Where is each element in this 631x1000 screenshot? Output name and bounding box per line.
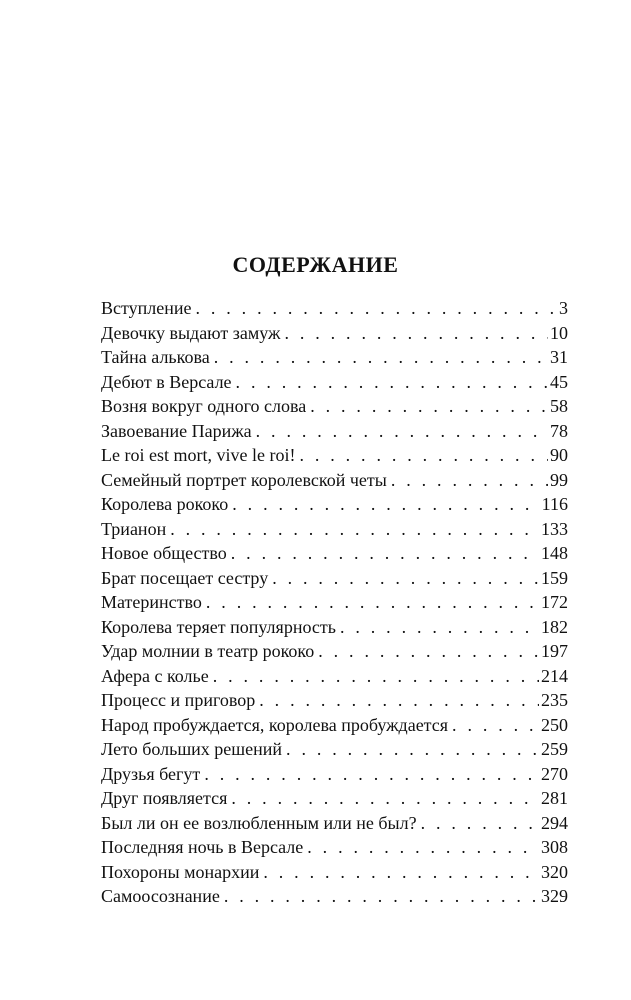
- toc-leader-dots: [303, 835, 539, 860]
- toc-entry: [101, 737, 568, 762]
- toc-entry: [101, 860, 568, 885]
- toc-leader-dots: [448, 713, 539, 738]
- toc-leader-dots: [252, 419, 548, 444]
- toc-entry: [101, 492, 568, 517]
- toc-entry: [101, 345, 568, 370]
- toc-entry: [101, 296, 568, 321]
- toc-leader-dots: [227, 541, 539, 566]
- toc-leader-dots: [227, 786, 539, 811]
- toc-leader-dots: [228, 492, 539, 517]
- toc-entry-title: Вступление: [101, 298, 192, 318]
- toc-entry-title: Народ пробуждается, королева пробуждается: [101, 714, 449, 735]
- toc-entry-title: Последняя ночь в Версале: [101, 837, 304, 857]
- toc-entry-title: Был ли он ее возлюбленным или не был?: [101, 812, 417, 833]
- toc-entry-title: Брат посещает сестру: [101, 567, 269, 588]
- toc-entry-title: Дебют в Версале: [101, 371, 232, 392]
- toc-entry-title: Королева рококо: [101, 494, 229, 514]
- toc-entry-page-number: 281: [541, 788, 568, 808]
- toc-entry: [101, 639, 568, 664]
- toc-entry: [101, 541, 568, 566]
- toc-entry: [101, 615, 568, 640]
- toc-leader-dots: [417, 811, 539, 836]
- toc-entry-title: Материнство: [101, 592, 202, 612]
- toc-entry-page-number: 133: [541, 518, 568, 539]
- toc-entry-title: Завоевание Парижа: [101, 420, 252, 441]
- toc-entry-title: Королева теряет популярность: [101, 616, 336, 637]
- toc-leader-dots: [200, 762, 539, 787]
- toc-entry-title: Похороны монархии: [101, 861, 260, 882]
- toc-entry-page-number: 78: [550, 420, 568, 441]
- toc-entry: [101, 884, 568, 909]
- toc-entry-title: Девочку выдают замуж: [101, 322, 281, 343]
- toc-entry: [101, 664, 568, 689]
- toc-entry-title: Le roi est mort, vive le roi!: [101, 445, 296, 465]
- toc-entry-page-number: 90: [550, 445, 568, 465]
- toc-leader-dots: [220, 884, 539, 909]
- toc-entry-page-number: 235: [541, 690, 568, 710]
- toc-leader-dots: [209, 664, 539, 689]
- toc-entry-title: Трианон: [101, 518, 167, 539]
- toc-entry-page-number: 99: [550, 469, 568, 490]
- toc-entry-page-number: 329: [541, 886, 568, 906]
- toc-entry: [101, 713, 568, 738]
- toc-entry: [101, 443, 568, 468]
- toc-leader-dots: [282, 737, 539, 762]
- toc-leader-dots: [210, 345, 548, 370]
- toc-entry-title: Самоосознание: [101, 886, 220, 906]
- toc-entry-page-number: 45: [550, 371, 568, 392]
- toc-entry: [101, 811, 568, 836]
- toc-entry-page-number: 172: [541, 592, 568, 612]
- toc-entry-page-number: 250: [541, 714, 568, 735]
- toc-entry: [101, 321, 568, 346]
- toc-leader-dots: [387, 468, 548, 493]
- toc-leader-dots: [295, 443, 548, 468]
- toc-leader-dots: [202, 590, 539, 615]
- toc-entry-title: Семейный портрет королевской четы: [101, 469, 387, 490]
- toc-leader-dots: [191, 296, 557, 321]
- toc-entry: [101, 688, 568, 713]
- toc-entry-title: Возня вокруг одного слова: [101, 396, 307, 416]
- toc-entry: [101, 468, 568, 493]
- toc-entry-page-number: 182: [541, 616, 568, 637]
- toc-entry: [101, 590, 568, 615]
- toc-entry-page-number: 308: [541, 837, 568, 857]
- toc-entry-title: Лето больших решений: [101, 739, 283, 759]
- toc-entry: [101, 786, 568, 811]
- toc-leader-dots: [255, 688, 539, 713]
- toc-entry-page-number: 159: [541, 567, 568, 588]
- toc-entry-title: Афера с колье: [101, 665, 209, 686]
- page-title: СОДЕРЖАНИЕ: [232, 252, 399, 277]
- toc-entry-page-number: 58: [550, 396, 568, 416]
- toc-entry: [101, 419, 568, 444]
- toc-entry: [101, 517, 568, 542]
- toc-entry-title: Процесс и приговор: [101, 690, 256, 710]
- table-of-contents: [101, 296, 568, 909]
- toc-entry-page-number: 270: [541, 763, 568, 784]
- toc-leader-dots: [259, 860, 539, 885]
- toc-leader-dots: [232, 370, 548, 395]
- toc-entry-title: Друзья бегут: [101, 763, 201, 784]
- toc-entry: [101, 835, 568, 860]
- toc-entry: [101, 394, 568, 419]
- toc-leader-dots: [336, 615, 539, 640]
- toc-entry-title: Новое общество: [101, 543, 227, 563]
- toc-leader-dots: [306, 394, 548, 419]
- toc-entry-page-number: 197: [541, 641, 568, 661]
- toc-entry-title: Удар молнии в театр рококо: [101, 641, 315, 661]
- toc-entry-page-number: 148: [541, 543, 568, 563]
- toc-leader-dots: [268, 566, 539, 591]
- toc-entry: [101, 370, 568, 395]
- toc-entry-page-number: 31: [550, 347, 568, 367]
- toc-entry-page-number: 214: [541, 665, 568, 686]
- toc-entry-title: Друг появляется: [101, 788, 228, 808]
- toc-entry-page-number: 259: [541, 739, 568, 759]
- toc-entry-title: Тайна алькова: [101, 347, 210, 367]
- toc-entry-page-number: 116: [541, 494, 568, 514]
- toc-entry-page-number: 294: [541, 812, 568, 833]
- toc-leader-dots: [314, 639, 539, 664]
- toc-entry: [101, 762, 568, 787]
- toc-entry: [101, 566, 568, 591]
- toc-entry-page-number: 320: [541, 861, 568, 882]
- toc-entry-page-number: 10: [550, 322, 568, 343]
- toc-entry-page-number: 3: [559, 298, 568, 318]
- toc-leader-dots: [166, 517, 539, 542]
- toc-leader-dots: [280, 321, 548, 346]
